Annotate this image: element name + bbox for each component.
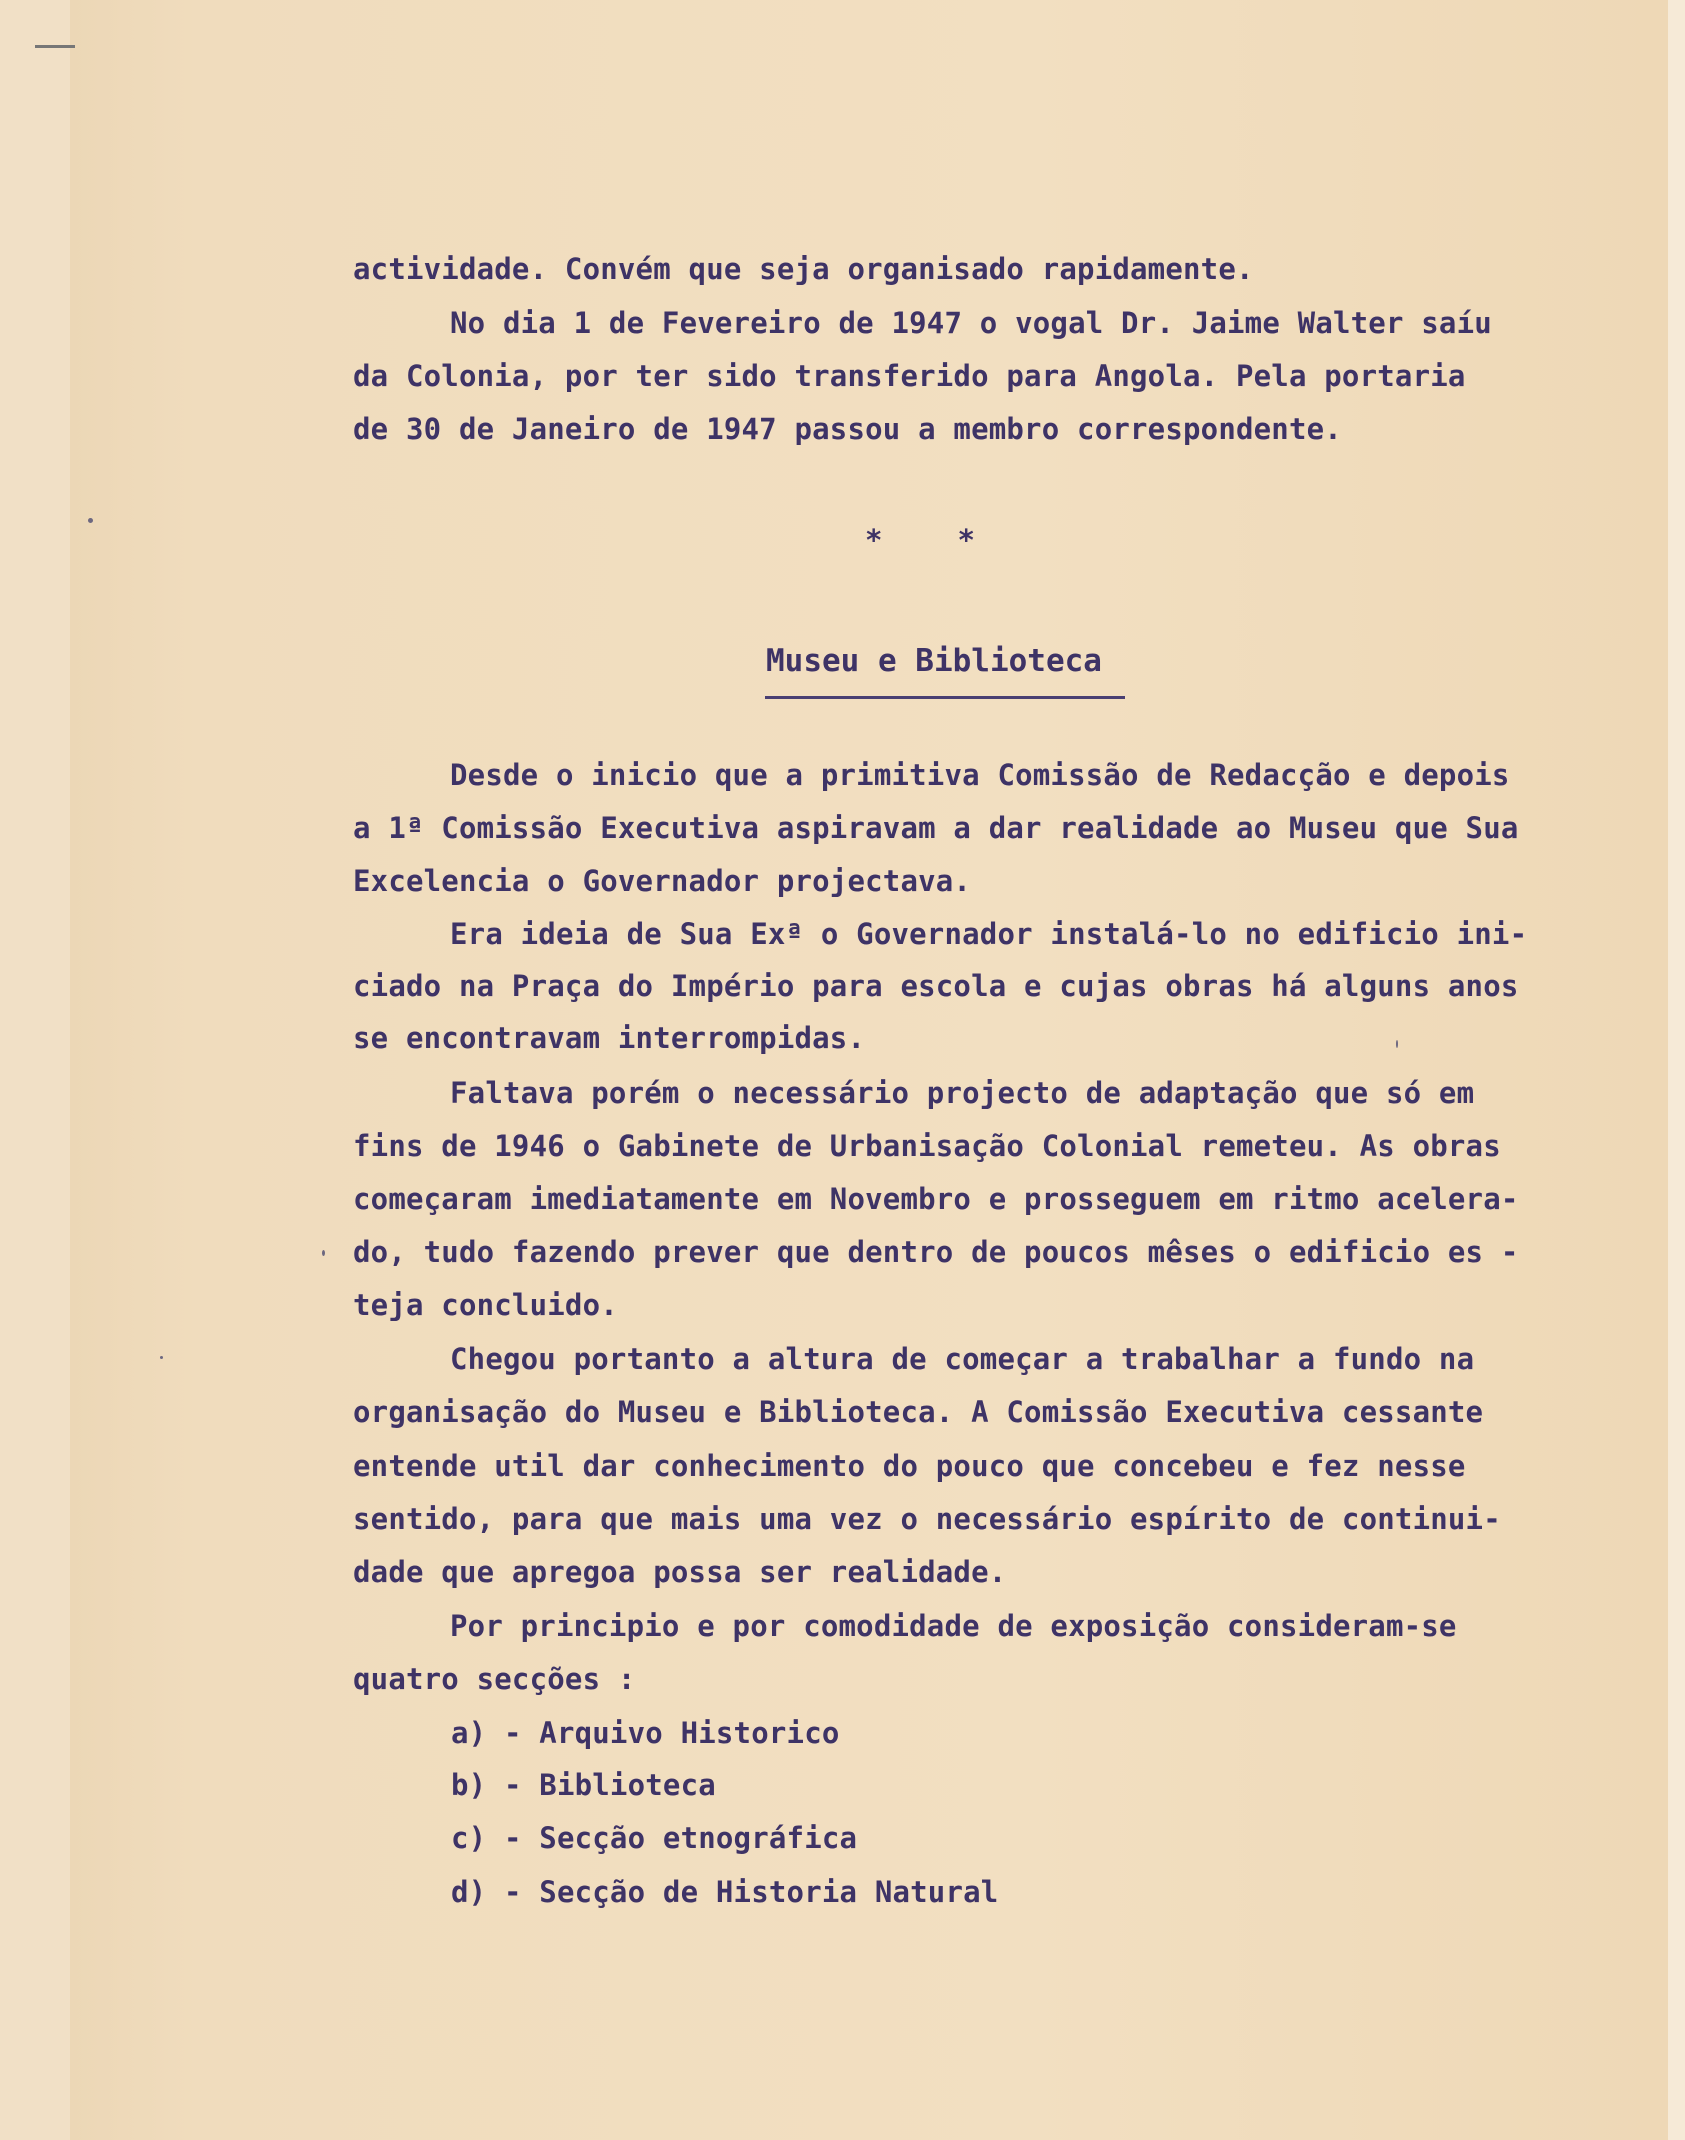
text-line: Chegou portanto a altura de começar a trabalhar a fundo na — [450, 1342, 1475, 1376]
text-line: No dia 1 de Fevereiro de 1947 o vogal Dr. Jaime Walter saíu — [450, 306, 1492, 340]
text-line: organisação do Museu e Biblioteca. A Comissão Executiva cessante — [353, 1395, 1484, 1429]
paper-speck — [160, 1356, 163, 1359]
text-line: fins de 1946 o Gabinete de Urbanisação Colonial remeteu. As obras — [353, 1129, 1501, 1163]
text-line: começaram imediatamente em Novembro e prosseguem em ritmo acelera- — [353, 1182, 1519, 1216]
text-line: se encontravam interrompidas. — [353, 1021, 866, 1055]
separator-star: * — [957, 523, 975, 557]
text-line: da Colonia, por ter sido transferido para Angola. Pela portaria — [353, 359, 1466, 393]
paper-speck — [88, 518, 93, 523]
text-line: quatro secções : — [353, 1662, 636, 1696]
text-line: teja concluido. — [353, 1288, 618, 1322]
text-line: Excelencia o Governador projectava. — [353, 864, 972, 898]
text-line: a 1ª Comissão Executiva aspiravam a dar realidade ao Museu que Sua — [353, 811, 1519, 845]
text-line: dade que apregoa possa ser realidade. — [353, 1555, 1007, 1589]
list-item: a) - Arquivo Historico — [451, 1716, 840, 1750]
text-line: Faltava porém o necessário projecto de adaptação que só em — [450, 1076, 1475, 1110]
section-title: Museu e Biblioteca — [766, 643, 1102, 679]
text-line: de 30 de Janeiro de 1947 passou a membro correspondente. — [353, 412, 1342, 446]
text-line: Por principio e por comodidade de exposição consideram-se — [450, 1609, 1457, 1643]
text-line: entende util dar conhecimento do pouco que concebeu e fez nesse — [353, 1449, 1466, 1483]
list-item: b) - Biblioteca — [451, 1768, 716, 1802]
text-line: actividade. Convém que seja organisado rapidamente. — [353, 252, 1254, 286]
list-item: d) - Secção de Historia Natural — [451, 1875, 999, 1909]
paper-speck — [322, 1250, 325, 1256]
list-item: c) - Secção etnográfica — [451, 1821, 858, 1855]
text-line: do, tudo fazendo prever que dentro de poucos mêses o edificio es - — [353, 1235, 1519, 1269]
text-line: ciado na Praça do Império para escola e cujas obras há alguns anos — [353, 969, 1519, 1003]
paper-speck — [1396, 1040, 1398, 1048]
text-line: sentido, para que mais uma vez o necessário espírito de continui- — [353, 1502, 1501, 1536]
text-line: Desde o inicio que a primitiva Comissão de Redacção e depois — [450, 758, 1510, 792]
typed-paragraphs — [353, 0, 1673, 1909]
separator-star: * — [865, 523, 883, 557]
staple-mark — [35, 45, 75, 48]
text-line: Era ideia de Sua Exª o Governador instalá-lo no edificio ini- — [450, 917, 1528, 951]
